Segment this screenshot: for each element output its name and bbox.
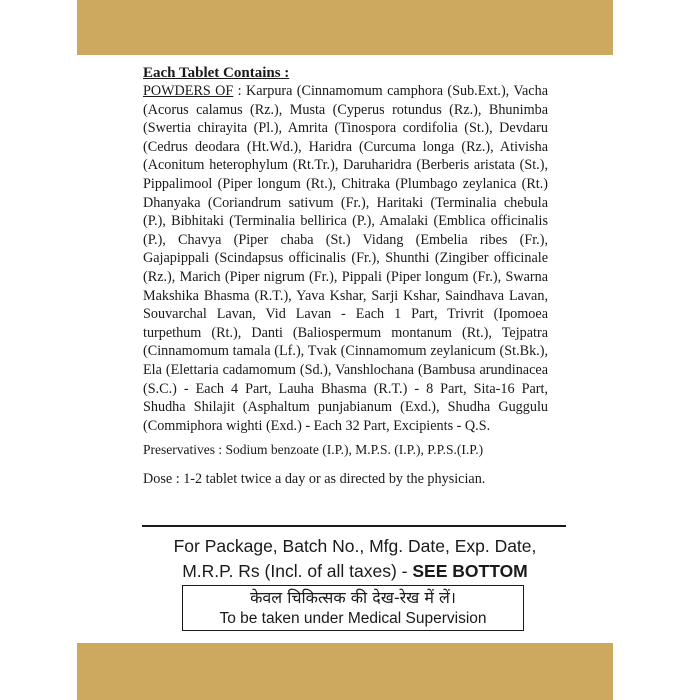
package-notice (140, 534, 570, 584)
warning-english: To be taken under Medical Supervision (219, 610, 487, 627)
notice-line-2 (140, 559, 570, 584)
bottom-gold-band (77, 643, 613, 700)
preservatives-text: Preservatives : Sodium benzoate (I.P.), M.P.S. (I.P.), P.P.S.(I.P.) (143, 442, 484, 458)
warning-hindi: केवल चिकित्सक की देख-रेख में लें। (250, 588, 456, 607)
composition-heading: Each Tablet Contains : (143, 65, 290, 81)
divider-rule (142, 525, 566, 527)
powders-label: POWDERS OF (143, 83, 234, 99)
ingredients-list: : Karpura (Cinnamomum camphora (Sub.Ext.), Vacha (Acorus calamus (Rz.), Musta (Cyperus rotundus (Rz.), Bhunimba (Swertia chirayita (Pl.), Amrita (Tinospora cordifolia (St.), Devdaru (Cedrus deodara (Ht.Wd.), Haridra (Curcuma longa (Rz.), Ativisha (Aconitum heterophylum (Rt.Tr.), Daruharidra (Berberis aristata (St.), Pippalimool (Piper longum (Rt.), Chitraka (Plumbago zeylanica (Rt.) Dhanyaka (Coriandrum sativum (Fr.), Haritaki (Terminalia chebula (P.), Bibhitaki (Terminalia bellirica (P.), Amalaki (Emblica officinalis (P.), Chavya (Piper chaba (St.) Vidang (Embelia ribes (Fr.), Gajapippali (Scindapsus officinalis (Fr.), Shunthi (Zingiber officinale (Rz.), Marich (Piper nigrum (Fr.), Pippali (Piper longum (Fr.), Swarna Makshika Bhasma (R.T.), Yava Kshar, Sarji Kshar, Saindhava Lavan, Souvarchal Lavan, Vid Lavan - Each 1 Part, Trivrit (Ipomoea turpethum (Rt.), Danti (Baliospermum montanum (Rt.), Tejpatra (Cinnamomum tamala (Lf.), Tvak (Cinnamomum zeylanicum (St.Bk.), Ela (Elettaria cadamomum (Sd.), Vanshlochana (Bambusa arundinacea (S.C.) - Each 4 Part, Lauha Bhasma (R.T.) - 8 Part, Sita-16 Part, Shudha Shilajit (Asphaltum punjabianum (Exd.), Shudha Guggulu (Commiphora wighti (Exd.) - Each 32 Part, Excipients - Q.S. (143, 83, 548, 434)
ingredients-paragraph (143, 82, 548, 435)
see-bottom-text: SEE BOTTOM (412, 561, 528, 581)
composition-section (143, 64, 548, 488)
top-gold-band (77, 0, 613, 55)
dose-text: Dose : 1-2 tablet twice a day or as directed by the physician. (143, 471, 486, 488)
notice-line-1: For Package, Batch No., Mfg. Date, Exp. Date, (173, 536, 537, 556)
medical-supervision-box (182, 585, 524, 631)
notice-line-2-text: M.R.P. Rs (Incl. of all taxes) - (182, 561, 413, 581)
